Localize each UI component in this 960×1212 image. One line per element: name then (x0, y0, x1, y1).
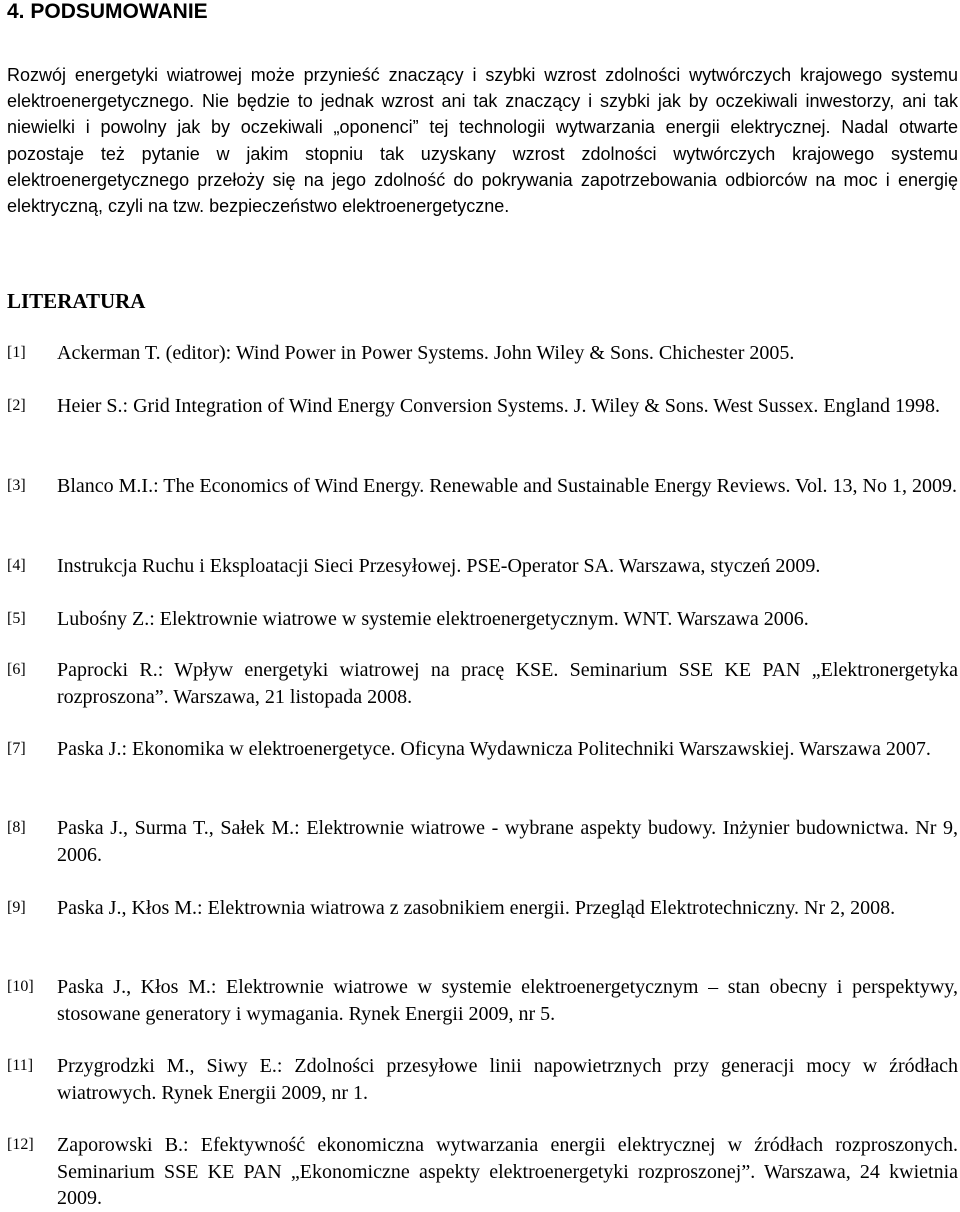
reference-text: Ackerman T. (editor): Wind Power in Power Systems. John Wiley & Sons. Chichester 2005. (57, 342, 795, 364)
reference-item (7, 393, 958, 420)
reference-number: [8] (7, 819, 26, 836)
reference-text: Lubośny Z.: Elektrownie wiatrowe w systemie elektroenergetycznym. WNT. Warszawa 2006. (57, 608, 809, 630)
reference-item (7, 606, 958, 633)
reference-number: [9] (7, 899, 26, 916)
reference-number: [1] (7, 344, 26, 361)
reference-number: [10] (7, 978, 34, 995)
reference-text: Instrukcja Ruchu i Eksploatacji Sieci Przesyłowej. PSE-Operator SA. Warszawa, styczeń 2009. (57, 555, 821, 577)
reference-number: [7] (7, 740, 26, 757)
reference-number: [11] (7, 1057, 34, 1074)
reference-text: Paska J., Kłos M.: Elektrownie wiatrowe w systemie elektroenergetycznym – stan obecny i perspektywy, stosowane generatory i wymagania. Rynek Energii 2009, nr 5. (57, 976, 958, 1025)
reference-number: [12] (7, 1136, 34, 1153)
reference-item (7, 1132, 958, 1212)
reference-text: Przygrodzki M., Siwy E.: Zdolności przesyłowe linii napowietrznych przy generacji mocy w źródłach wiatrowych. Rynek Energii 2009, nr 1. (57, 1055, 958, 1104)
reference-text: Paprocki R.: Wpływ energetyki wiatrowej na pracę KSE. Seminarium SSE KE PAN „Elektronergetyka rozproszona”. Warszawa, 21 listopada 2008. (57, 659, 958, 708)
reference-item (7, 974, 958, 1027)
reference-number: [2] (7, 397, 26, 414)
summary-paragraph: Rozwój energetyki wiatrowej może przynieść znaczący i szybki wzrost zdolności wytwórczych krajowego systemu elektroenergetycznego. Nie będzie to jednak wzrost ani tak znaczący i szybki jak by oczekiwali inwestorzy, ani tak niewielki i powolny jak by oczekiwali „oponenci” tej technologii wytwarzania energii elektrycznej. Nadal otwarte pozostaje też pytanie w jakim stopniu tak uzyskany wzrost zdolności wytwórczych krajowego systemu elektroenergetycznego przełoży się na jego zdolność do pokrywania zapotrzebowania odbiorców na moc i energię elektryczną, czyli na tzw. bezpieczeństwo elektroenergetyczne. (7, 65, 958, 217)
reference-item (7, 1053, 958, 1106)
reference-item (7, 657, 958, 710)
reference-text: Blanco M.I.: The Economics of Wind Energy. Renewable and Sustainable Energy Reviews. Vol. 13, No 1, 2009. (57, 475, 957, 497)
reference-item (7, 895, 958, 922)
references-title: LITERATURA (7, 289, 146, 313)
section-heading: 4. PODSUMOWANIE (7, 0, 208, 23)
reference-item (7, 340, 958, 367)
reference-text: Paska J., Surma T., Sałek M.: Elektrownie wiatrowe - wybrane aspekty budowy. Inżynier budownictwa. Nr 9, 2006. (57, 817, 958, 866)
reference-item (7, 815, 958, 868)
reference-item (7, 473, 958, 500)
reference-number: [4] (7, 557, 26, 574)
reference-text: Zaporowski B.: Efektywność ekonomiczna wytwarzania energii elektrycznej w źródłach rozproszonych. Seminarium SSE KE PAN „Ekonomiczne aspekty elektroenergetyki rozproszonej”. Warszawa, 24 kwietnia 2009. (57, 1134, 958, 1209)
reference-item (7, 736, 958, 763)
reference-number: [3] (7, 477, 26, 494)
reference-number: [5] (7, 610, 26, 627)
reference-text: Paska J., Kłos M.: Elektrownia wiatrowa z zasobnikiem energii. Przegląd Elektrotechniczny. Nr 2, 2008. (57, 897, 896, 919)
reference-number: [6] (7, 661, 26, 678)
reference-text: Heier S.: Grid Integration of Wind Energy Conversion Systems. J. Wiley & Sons. West Sussex. England 1998. (57, 395, 941, 417)
reference-text: Paska J.: Ekonomika w elektroenergetyce. Oficyna Wydawnicza Politechniki Warszawskiej. Warszawa 2007. (57, 738, 931, 760)
reference-item (7, 553, 958, 580)
